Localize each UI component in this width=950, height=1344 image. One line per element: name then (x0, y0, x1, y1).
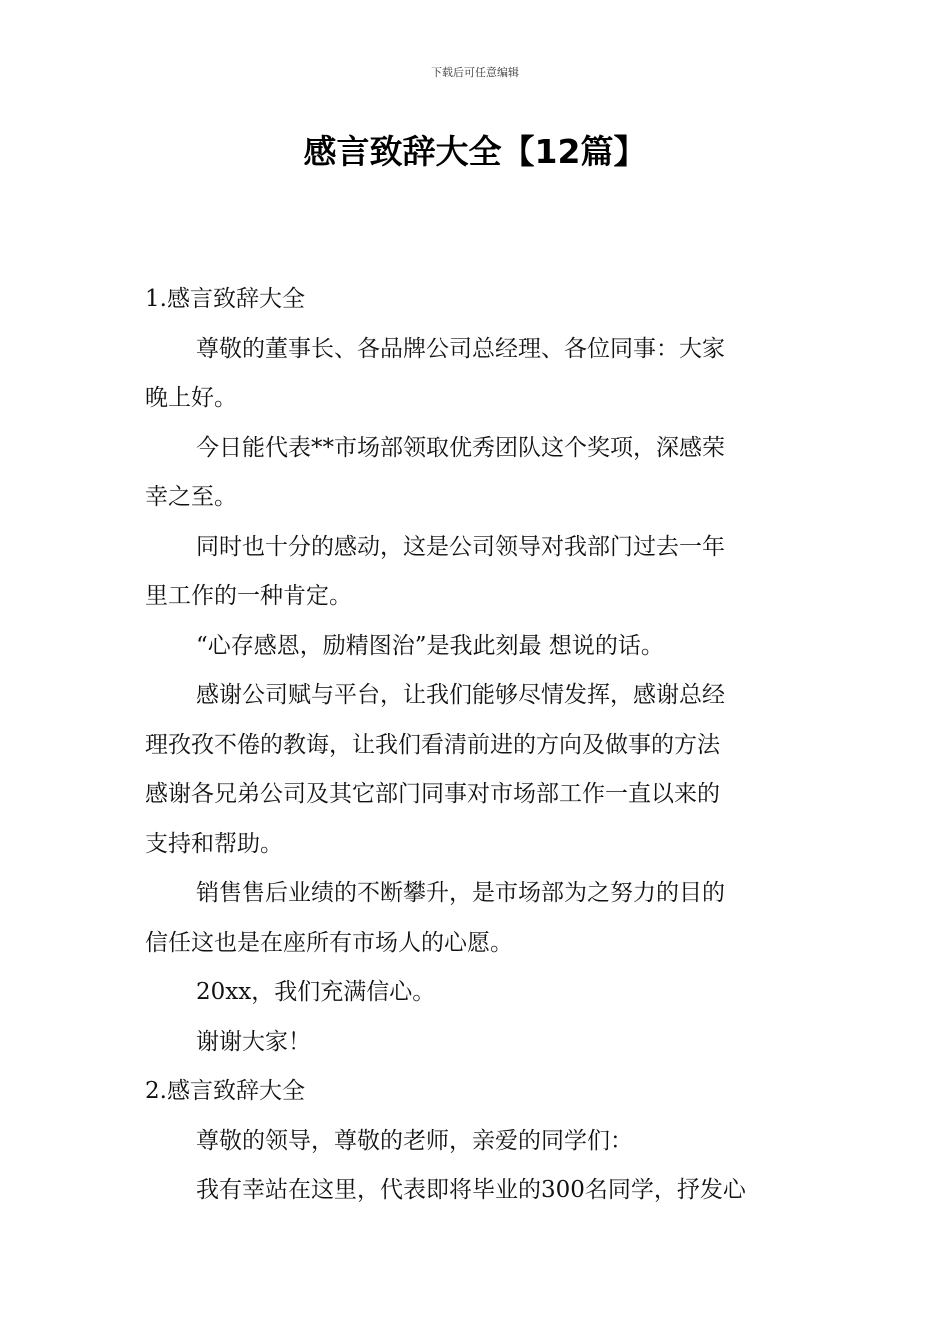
paragraph-line: 感谢各兄弟公司及其它部门同事对市场部工作一直以来的 (145, 781, 720, 807)
paragraph-line: 理孜孜不倦的教诲，让我们看清前进的方向及做事的方法 (145, 731, 720, 758)
paragraph-line: 谢谢大家！ (196, 1028, 311, 1055)
section-heading-2: 2.感言致辞大全 (145, 1078, 305, 1104)
paragraph-line: 今日能代表**市场部领取优秀团队这个奖项，深感荣 (196, 434, 725, 461)
paragraph-line: 感谢公司赋与平台，让我们能够尽情发挥，感谢总经 (196, 682, 725, 708)
paragraph-line: 尊敬的领导，尊敬的老师，亲爱的同学们： (196, 1127, 633, 1154)
paragraph-line: 晚上好。 (145, 385, 237, 411)
paragraph-line: 同时也十分的感动，这是公司领导对我部门过去一年 (196, 533, 725, 560)
paragraph-line: 幸之至。 (145, 484, 237, 510)
paragraph-line: 销售售后业绩的不断攀升，是市场部为之努力的目的 (196, 880, 725, 906)
paragraph-line: 20xx，我们充满信心。 (196, 979, 436, 1005)
document-title: 感言致辞大全【12篇】 (303, 132, 647, 171)
header-note: 下载后可任意编辑 (431, 66, 519, 79)
paragraph-line: 我有幸站在这里，代表即将毕业的300名同学，抒发心 (196, 1177, 746, 1203)
document-body (145, 275, 807, 1216)
paragraph-line: “心存感恩，励精图治”是我此刻最 想说的话。 (196, 632, 664, 659)
paragraph-line: 支持和帮助。 (145, 830, 283, 857)
paragraph-line: 里工作的一种肯定。 (145, 583, 352, 609)
paragraph-line: 信任这也是在座所有市场人的心愿。 (145, 929, 513, 956)
section-heading-1: 1.感言致辞大全 (145, 286, 305, 312)
paragraph-line: 尊敬的董事长、各品牌公司总经理、各位同事：大家 (196, 335, 725, 362)
